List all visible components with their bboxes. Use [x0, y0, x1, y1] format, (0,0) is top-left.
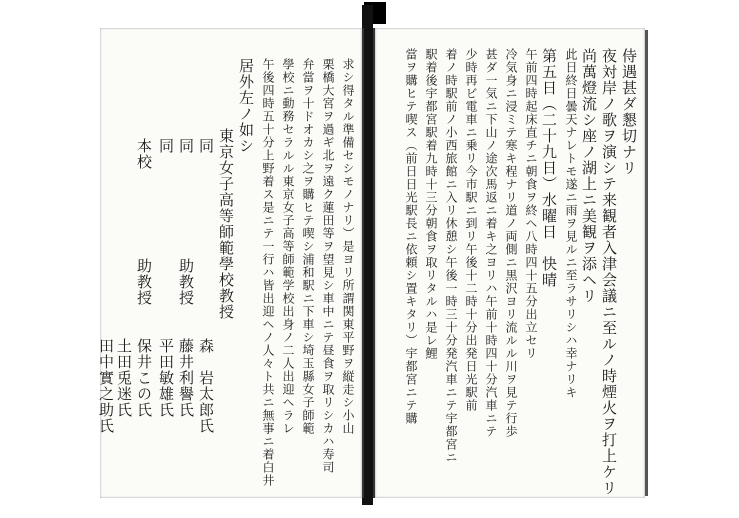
roster-name: 保井この氏 — [135, 338, 153, 418]
roster-label: 同 — [177, 138, 195, 154]
text-line: 駅着後宇都宮駅着九時十三分朝食ヲ取リタルハ是レ鯉 — [424, 48, 438, 360]
text-line: 午後四時五十分上野着ス是ニテ一行ハ皆出迎ヘノ人々ト共ニ無事ニ着白井 — [261, 58, 275, 487]
roster-label: 同 — [157, 138, 175, 154]
text-line: 當ヲ購ヒテ喫ス（前日日光駅長ニ依頼シ置キタリ）宇都宮ニテ購 — [404, 48, 418, 425]
school-name: 東京女子高等師範學校教授 — [217, 128, 235, 320]
right-page — [373, 28, 645, 498]
left-page — [97, 28, 364, 498]
roster-label: 同 — [197, 138, 215, 154]
text-line: 着ノ時駅前ノ小西旅館ニ入リ休憩シ午後一時三十分発汽車ニテ宇都宮ニ — [444, 48, 458, 464]
text-line: 居外左ノ如シ — [237, 58, 255, 154]
text-line: 此日終日曇天ナレトモ遂ニ雨ヲ見ルニ至ラサリシハ幸ナリキ — [564, 48, 578, 399]
text-line: 學校ニ動務セラルル東京女子高等師範学校出身ノ二人出迎ヘラレ — [281, 58, 295, 435]
roster-name: 森 岩太郎氏 — [197, 338, 215, 434]
text-line: 尚萬燈流シ座ノ湖上ニ美観ヲ添ヘリ — [580, 48, 598, 304]
roster-title: 助教授 — [135, 258, 153, 306]
text-line: 求シ得タル準備セシモノナリ）是ヨリ所謂関東平野ヲ縦走シ小山 — [341, 58, 355, 435]
roster-title: 助教授 — [177, 258, 195, 306]
text-line: 栗橋大宮ヲ過ギ北ヲ遠ク蓮田等ヲ望見シ車中ニテ昼食ヲ取リシカハ寿司 — [321, 58, 335, 474]
roster-name: 藤井利譽氏 — [177, 338, 195, 418]
text-line: 弁當ヲ十ドオカシ之ヲ購ヒテ喫シ浦和駅ニ下車シ埼玉縣女子師範 — [301, 58, 315, 435]
text-line: 午前四時起床直チニ朝食ヲ終ヘ八時四十五分出立セリ — [524, 48, 538, 360]
text-line: 夜対岸ノ歌ヲ演シテ来観者入津会議ニ至ルノ時煙火ヲ打上ケリ — [600, 48, 618, 496]
text-line: 第五日（二十九日）水曜日 快晴 — [540, 48, 558, 288]
roster-name: 土田兎迷氏 — [115, 338, 133, 418]
text-line: 甚ダ一気ニ下山ノ途次馬返ニ着キ之ヨリハ午前十時四十分汽車ニテ — [484, 48, 498, 438]
roster-name: 田中實之助氏 — [97, 338, 115, 434]
text-line: 少時再ビ電車ニ乗リ今市駅ニ到リ午後十二時十分出発日光駅前 — [464, 48, 478, 412]
roster-name: 平田敏雄氏 — [157, 338, 175, 418]
text-line: 冷気身ニ浸ミテ寒キ程ナリ道ノ両側ニ黒沢ヨリ流ルル川ヲ見テ行歩 — [504, 48, 518, 438]
text-line: 侍遇甚ダ懇切ナリ — [620, 48, 638, 176]
roster-label: 本校 — [135, 138, 153, 170]
